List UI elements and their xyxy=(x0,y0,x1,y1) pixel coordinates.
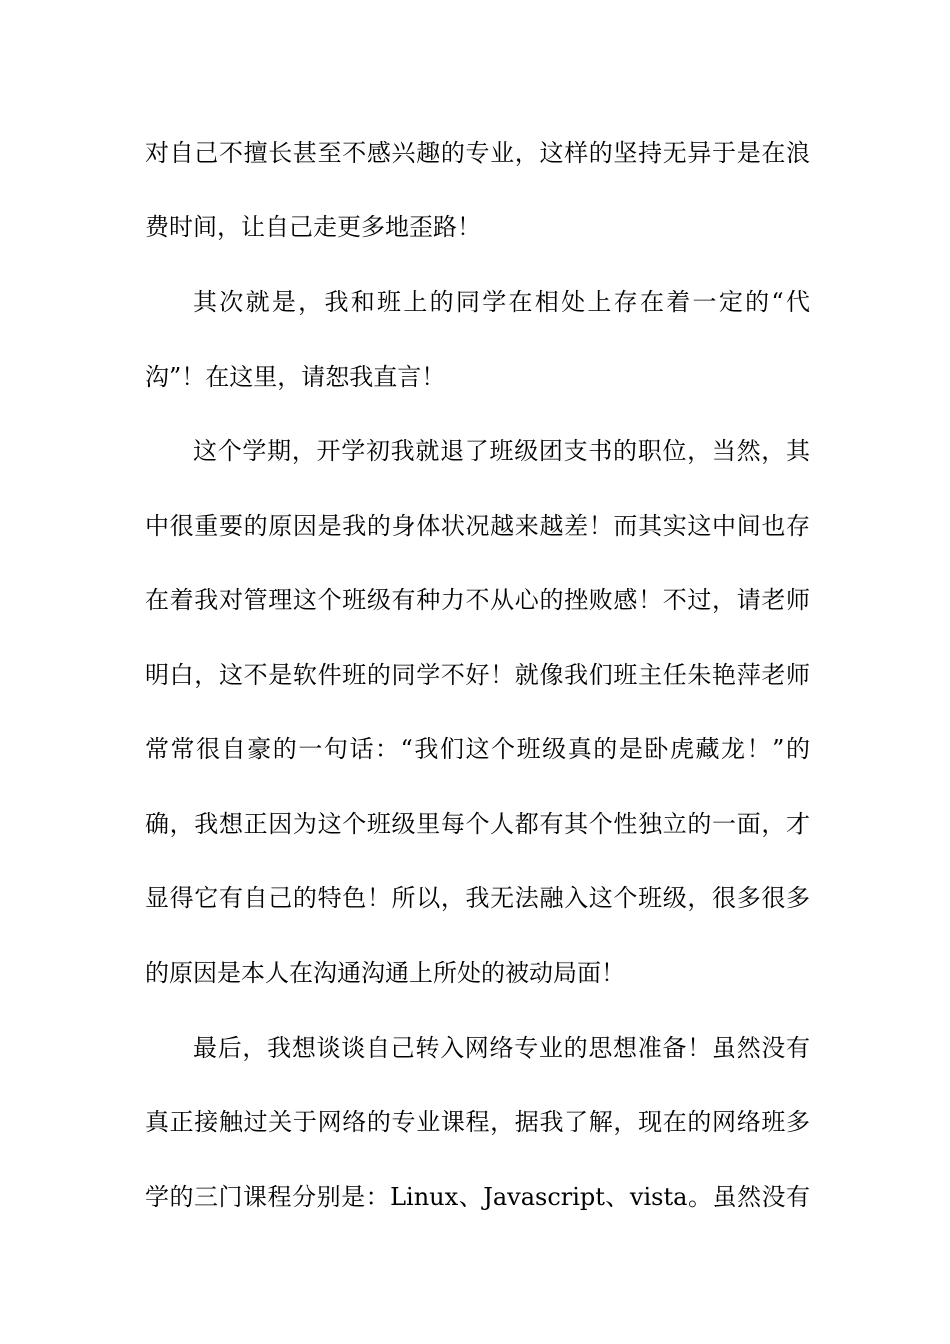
text-line-7: 在着我对管理这个班级有种力不从心的挫败感！不过，请老师 xyxy=(145,586,810,614)
text-line-11: 显得它有自己的特色！所以，我无法融入这个班级，很多很多 xyxy=(145,884,810,912)
text-line-6: 中很重要的原因是我的身体状况越来越差！而其实这中间也存 xyxy=(145,512,810,540)
text-line-10: 确，我想正因为这个班级里每个人都有其个性独立的一面，才 xyxy=(145,810,810,838)
text-line-2: 费时间，让自己走更多地歪路！ xyxy=(145,213,481,241)
text-line-12: 的原因是本人在沟通沟通上所处的被动局面！ xyxy=(145,959,625,987)
text-line-14: 真正接触过关于网络的专业课程，据我了解，现在的网络班多 xyxy=(145,1108,810,1136)
text-line-15: 学的三门课程分别是：Linux、Javascript、vista。虽然没有 xyxy=(145,1183,810,1211)
text-line-8: 明白，这不是软件班的同学不好！就像我们班主任朱艳萍老师 xyxy=(145,661,810,689)
text-line-4: 沟”！在这里，请恕我直言！ xyxy=(145,363,446,391)
text-line-9: 常常很自豪的一句话：“我们这个班级真的是卧虎藏龙！”的 xyxy=(145,735,810,763)
text-line-3: 其次就是，我和班上的同学在相处上存在着一定的“代 xyxy=(193,288,810,316)
text-line-5: 这个学期，开学初我就退了班级团支书的职位，当然，其 xyxy=(193,437,810,465)
text-line-1: 对自己不擅长甚至不感兴趣的专业，这样的坚持无异于是在浪 xyxy=(145,139,810,167)
text-line-13: 最后，我想谈谈自己转入网络专业的思想准备！虽然没有 xyxy=(193,1034,810,1062)
